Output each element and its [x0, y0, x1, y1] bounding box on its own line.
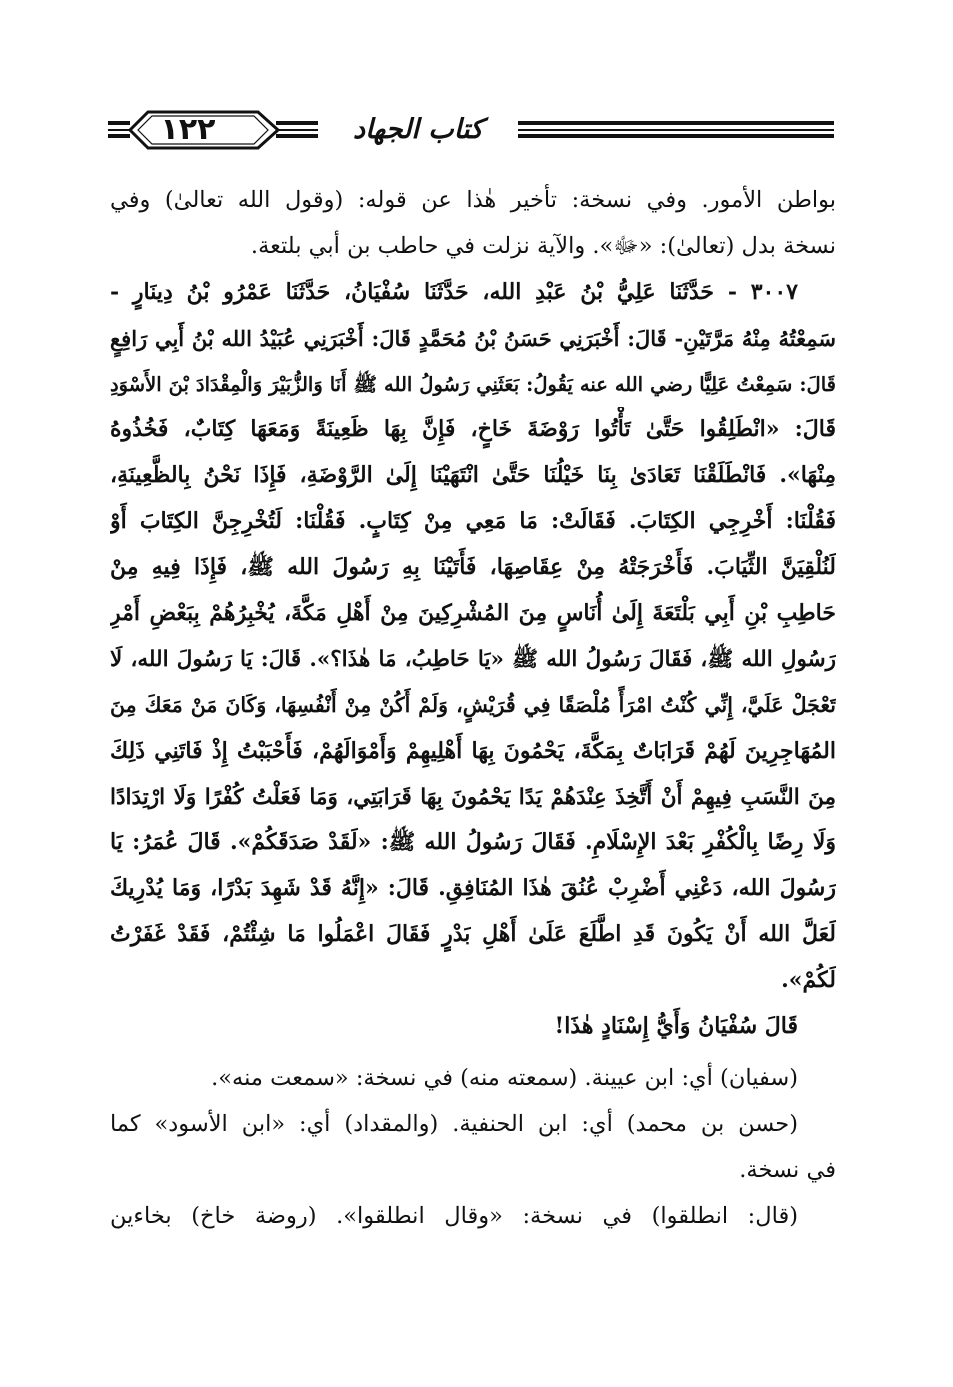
hadith-line: تَعْجَلْ عَلَيَّ، إِنِّي كُنْتُ امْرَأً مُلْصَقًا فِي قُرَيْشٍ، وَلَمْ أَكُنْ مِنْ أَنْفُسِهَا، وَكَانَ مَنْ مَعَكَ مِنَ: [110, 692, 836, 717]
hadith-line: فَقُلْنَا: أَخْرِجِي الكِتَابَ. فَقَالَتْ: مَا مَعِي مِنْ كِتَابٍ. فَقُلْنَا: لَتُخْرِجِنَّ الكِتَابَ أَوْ: [110, 508, 836, 535]
commentary-line: في نسخة.: [739, 1156, 836, 1183]
hadith-line: مِنْهَا». فَانْطَلَقْنَا تَعَادَىٰ بِنَا خَيْلُنَا حَتَّىٰ انْتَهَيْنَا إِلَىٰ الرَّوْضَةِ، فَإِذَا نَحْنُ بِالظَّعِينَةِ،: [110, 462, 836, 489]
page-content: [110, 178, 836, 1239]
commentary-line: (قال: انطلقوا) في نسخة: «وقال انطلقوا». (روضة خاخ) بخاءين: [110, 1202, 798, 1229]
hadith-line: ٣٠٠٧ - حَدَّثَنَا عَلِيُّ بْنُ عَبْدِ الله، حَدَّثَنَا سُفْيَانُ، حَدَّثَنَا عَمْرُو بْنُ دِينَارٍ -: [110, 278, 798, 305]
commentary-line: بواطن الأمور. وفي نسخة: تأخير هٰذا عن قوله: (وقول الله تعالىٰ) وفي: [110, 187, 836, 213]
hadith-line: المُهَاجِرِينَ لَهُمْ قَرَابَاتٌ بِمَكَّةَ، يَحْمُونَ بِهَا أَهْلِيهِمْ وَأَمْوَالَهُمْ، فَأَحْبَبْتُ إِذْ فَاتَنِي ذَلِكَ: [110, 737, 836, 764]
page-header: [108, 104, 836, 156]
hadith-line: رَسُولِ الله ﷺ، فَقَالَ رَسُولُ الله ﷺ «يَا حَاطِبُ، مَا هٰذَا؟». قَالَ: يَا رَسُولَ الله، لَا: [110, 646, 836, 672]
hadith-line: وَلَا رِضًا بِالْكُفْرِ بَعْدَ الإِسْلَامِ. فَقَالَ رَسُولُ الله ﷺ: «لَقَدْ صَدَقَكُمْ». قَالَ عُمَرُ: يَا: [110, 829, 836, 856]
hadith-line: حَاطِبِ بْنِ أَبِي بَلْتَعَةَ إِلَىٰ أُنَاسٍ مِنَ المُشْرِكِينَ مِنْ أَهْلِ مَكَّةَ، يُخْبِرُهُمْ بِبَعْضِ أَمْرِ: [110, 600, 836, 627]
sufyan-remark: قَالَ سُفْيَانُ وَأَيُّ إِسْنَادٍ هٰذَا!: [554, 1013, 798, 1040]
commentary-line: (سفيان) أي: ابن عيينة. (سمعته منه) في نسخة: «سمعت منه».: [211, 1064, 798, 1091]
page-number: ١٢٢: [160, 112, 216, 147]
hadith-line: قَالَ: سَمِعْتُ عَلِيًّا رضي الله عنه يَقُولُ: بَعَثَنِي رَسُولُ الله ﷺ أَنَا وَالزُّبَيْرَ وَالْمِقْدَادَ بْنَ الأَسْوَدِ: [110, 372, 836, 396]
running-title: كتاب الجهاد: [318, 110, 518, 150]
hadith-line: قَالَ: «انْطَلِقُوا حَتَّىٰ تَأْتُوا رَوْضَةَ خَاخٍ، فَإِنَّ بِهَا ظَعِينَةً وَمَعَهَا كِتَابٌ، فَخُذُوهُ: [110, 416, 836, 443]
commentary-line: (حسن بن محمد) أي: ابن الحنفية. (والمقداد) أي: «ابن الأسود» كما: [110, 1110, 798, 1137]
hadith-line: مِنَ النَّسَبِ فِيهِمْ أَنْ أَتَّخِذَ عِنْدَهُمْ يَدًا يَحْمُونَ بِهَا قَرَابَتِي، وَمَا فَعَلْتُ كُفْرًا وَلَا ارْتِدَادًا: [110, 784, 836, 810]
hadith-line: لَكُمْ».: [781, 967, 836, 994]
hadith-line: لَعَلَّ الله أَنْ يَكُونَ قَدِ اطَّلَعَ عَلَىٰ أَهْلِ بَدْرٍ فَقَالَ اعْمَلُوا مَا شِئْتُمْ، فَقَدْ غَفَرْتُ: [110, 921, 836, 948]
hadith-line: لَنُلْقِيَنَّ الثِّيَابَ. فَأَخْرَجَتْهُ مِنْ عِقَاصِهَا، فَأَتَيْنَا بِهِ رَسُولَ الله ﷺ، فَإِذَا فِيهِ مِنْ: [110, 554, 836, 581]
hadith-line: سَمِعْتُهُ مِنْهُ مَرَّتَيْنِ- قَالَ: أَخْبَرَنِي حَسَنُ بْنُ مُحَمَّدٍ قَالَ: أَخْبَرَنِي عُبَيْدُ الله بْنُ أَبِي رَافِعٍ: [110, 325, 836, 351]
hadith-line: رَسُولَ الله، دَعْنِي أَضْرِبْ عُنُقَ هٰذَا المُنَافِقِ. قَالَ: «إِنَّهُ قَدْ شَهِدَ بَدْرًا، وَمَا يُدْرِيكَ: [110, 875, 836, 902]
commentary-line: نسخة بدل (تعالىٰ): «ﷻ». والآية نزلت في حاطب بن أبي بلتعة.: [250, 232, 836, 259]
